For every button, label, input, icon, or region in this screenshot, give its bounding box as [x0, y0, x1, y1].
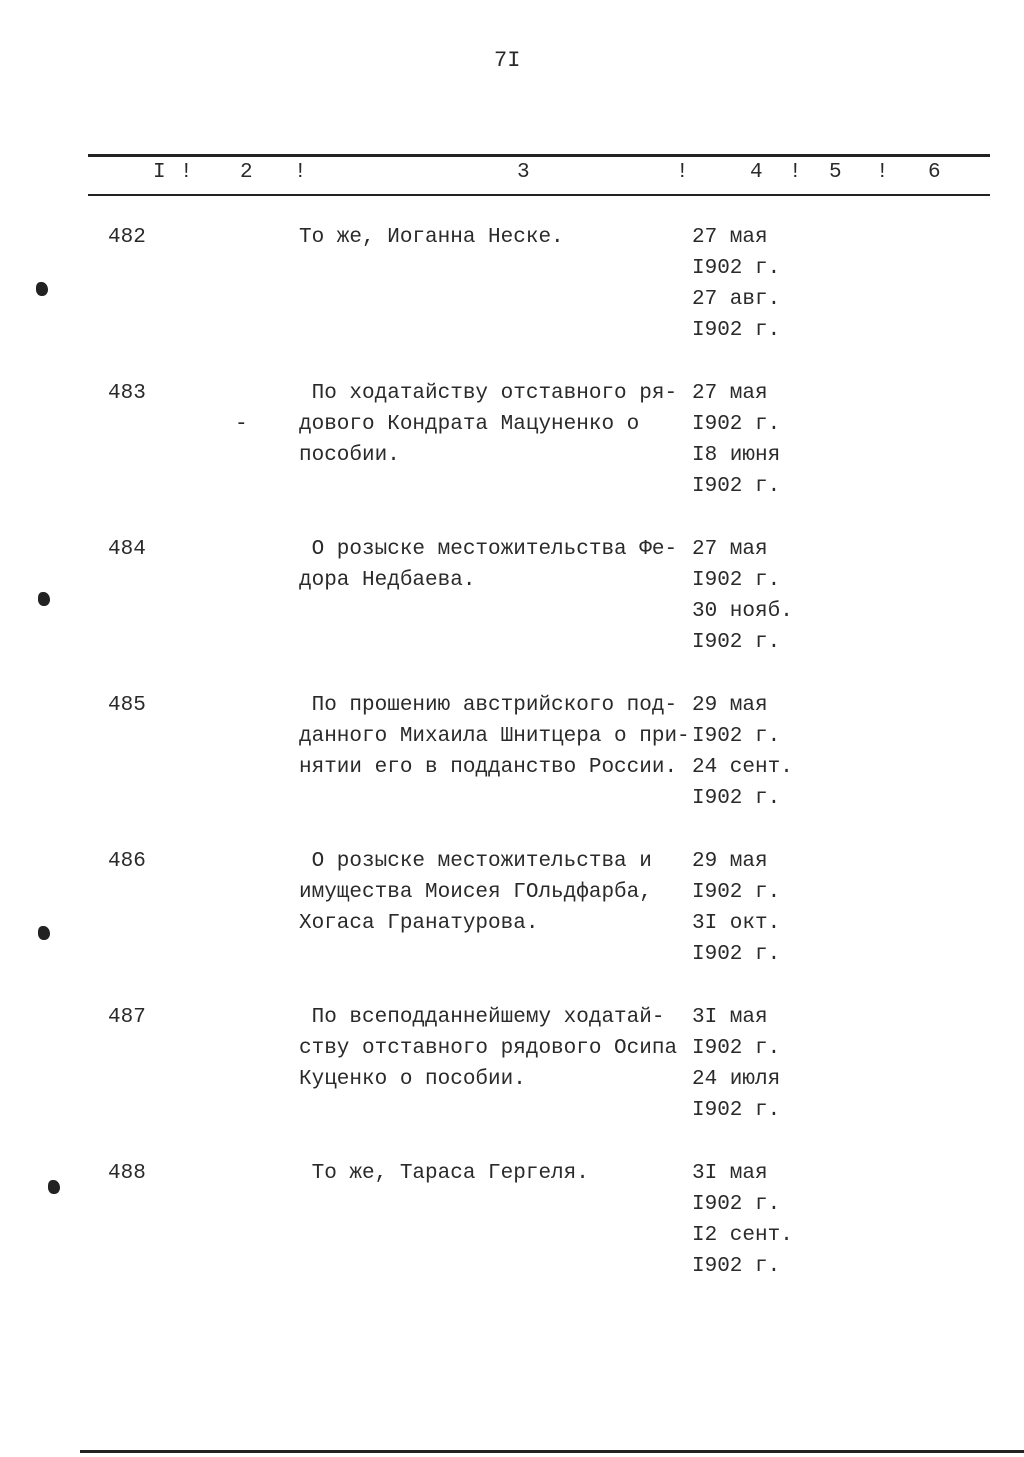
description-line: Хогаса Гранатурова.: [299, 912, 539, 935]
date-line: 27 мая: [692, 382, 768, 405]
description-line: О розыске местожительства Фе-: [299, 538, 678, 561]
date-line: 29 мая: [692, 694, 768, 717]
date-line: 27 мая: [692, 538, 768, 561]
entry-number: 484: [108, 538, 146, 561]
entry-dates: [692, 1002, 780, 1126]
date-line: I8 июня: [692, 444, 781, 467]
description-line: По всеподданнейшему ходатай-: [299, 1006, 665, 1029]
description-line: ству отставного рядового Осипа: [299, 1037, 678, 1060]
date-line: 27 авг.: [692, 288, 781, 311]
entry-dates: [692, 690, 793, 814]
entry-description: [299, 378, 677, 471]
description-line: По прошению австрийского под-: [299, 694, 678, 717]
date-line: I902 г.: [692, 1193, 781, 1216]
entry-row: [0, 378, 1024, 534]
header-sep: !: [876, 161, 889, 184]
description-line: То же, Тараса Гергеля.: [299, 1162, 589, 1185]
description-line: То же, Иоганна Неске.: [299, 226, 564, 249]
entry-description: [299, 690, 690, 783]
date-line: 24 июля: [692, 1068, 781, 1091]
punch-hole-mark: [36, 282, 48, 296]
entry-number: 486: [108, 850, 146, 873]
date-line: 3I мая: [692, 1006, 768, 1029]
date-line: I2 сент.: [692, 1224, 793, 1247]
entry-description: [299, 846, 652, 939]
date-line: 29 мая: [692, 850, 768, 873]
entry-row: [0, 690, 1024, 846]
entry-number: 488: [108, 1162, 146, 1185]
entry-row: [0, 222, 1024, 378]
date-line: I902 г.: [692, 1255, 781, 1278]
entry-row: [0, 1158, 1024, 1314]
date-line: I902 г.: [692, 943, 781, 966]
date-line: I902 г.: [692, 319, 781, 342]
header-top-rule: [88, 154, 990, 157]
date-line: I902 г.: [692, 1037, 781, 1060]
date-line: 3I окт.: [692, 912, 781, 935]
date-line: 30 нояб.: [692, 600, 793, 623]
entry-description: [299, 1158, 589, 1189]
header-sep: !: [180, 161, 193, 184]
description-line: Куценко о пособии.: [299, 1068, 526, 1091]
description-line: данного Михаила Шнитцера о при-: [299, 725, 690, 748]
entry-number: 483: [108, 382, 146, 405]
entry-dates: [692, 378, 780, 502]
entry-dates: [692, 1158, 793, 1282]
entry-number: 482: [108, 226, 146, 249]
header-col-5: 5: [829, 161, 842, 184]
entry-description: [299, 534, 677, 596]
entry-row: [0, 846, 1024, 1002]
header-sep: !: [294, 161, 307, 184]
entry-dates: [692, 222, 780, 346]
description-line: дора Недбаева.: [299, 569, 476, 592]
date-line: I902 г.: [692, 257, 781, 280]
entry-row: [0, 1002, 1024, 1158]
header-col-2: 2: [240, 161, 253, 184]
punch-hole-mark: [48, 1180, 60, 1194]
date-line: 24 сент.: [692, 756, 793, 779]
entry-number: 485: [108, 694, 146, 717]
punch-hole-mark: [38, 926, 50, 940]
description-line: нятии его в подданство России.: [299, 756, 678, 779]
entry-description: [299, 222, 564, 253]
entry-number: 487: [108, 1006, 146, 1029]
date-line: 3I мая: [692, 1162, 768, 1185]
header-sep: !: [789, 161, 802, 184]
description-line: имущества Моисея ГОльдфарба,: [299, 881, 652, 904]
page-number: 7I: [494, 48, 521, 73]
entry-description: [299, 1002, 677, 1095]
register-entries: [0, 222, 1024, 1314]
entry-dates: [692, 534, 793, 658]
page-bottom-rule: [80, 1450, 1024, 1453]
description-line: По ходатайству отставного ря-: [299, 382, 678, 405]
date-line: I902 г.: [692, 787, 781, 810]
date-line: 27 мая: [692, 226, 768, 249]
description-line: О розыске местожительства и: [299, 850, 652, 873]
entry-row: [0, 534, 1024, 690]
date-line: I902 г.: [692, 475, 781, 498]
description-line: дового Кондрата Мацуненко о: [299, 413, 640, 436]
date-line: I902 г.: [692, 881, 781, 904]
header-sep: !: [676, 161, 689, 184]
date-line: I902 г.: [692, 413, 781, 436]
header-col-6: 6: [928, 161, 941, 184]
header-col-3: 3: [517, 161, 530, 184]
entry-dates: [692, 846, 780, 970]
date-line: I902 г.: [692, 631, 781, 654]
date-line: I902 г.: [692, 569, 781, 592]
header-col-4: 4: [750, 161, 763, 184]
date-line: I902 г.: [692, 1099, 781, 1122]
header-col-1: I: [153, 161, 166, 184]
header-bottom-rule: [88, 194, 990, 196]
date-line: I902 г.: [692, 725, 781, 748]
entry-col2: -: [235, 413, 248, 436]
punch-hole-mark: [38, 592, 50, 606]
description-line: пособии.: [299, 444, 400, 467]
